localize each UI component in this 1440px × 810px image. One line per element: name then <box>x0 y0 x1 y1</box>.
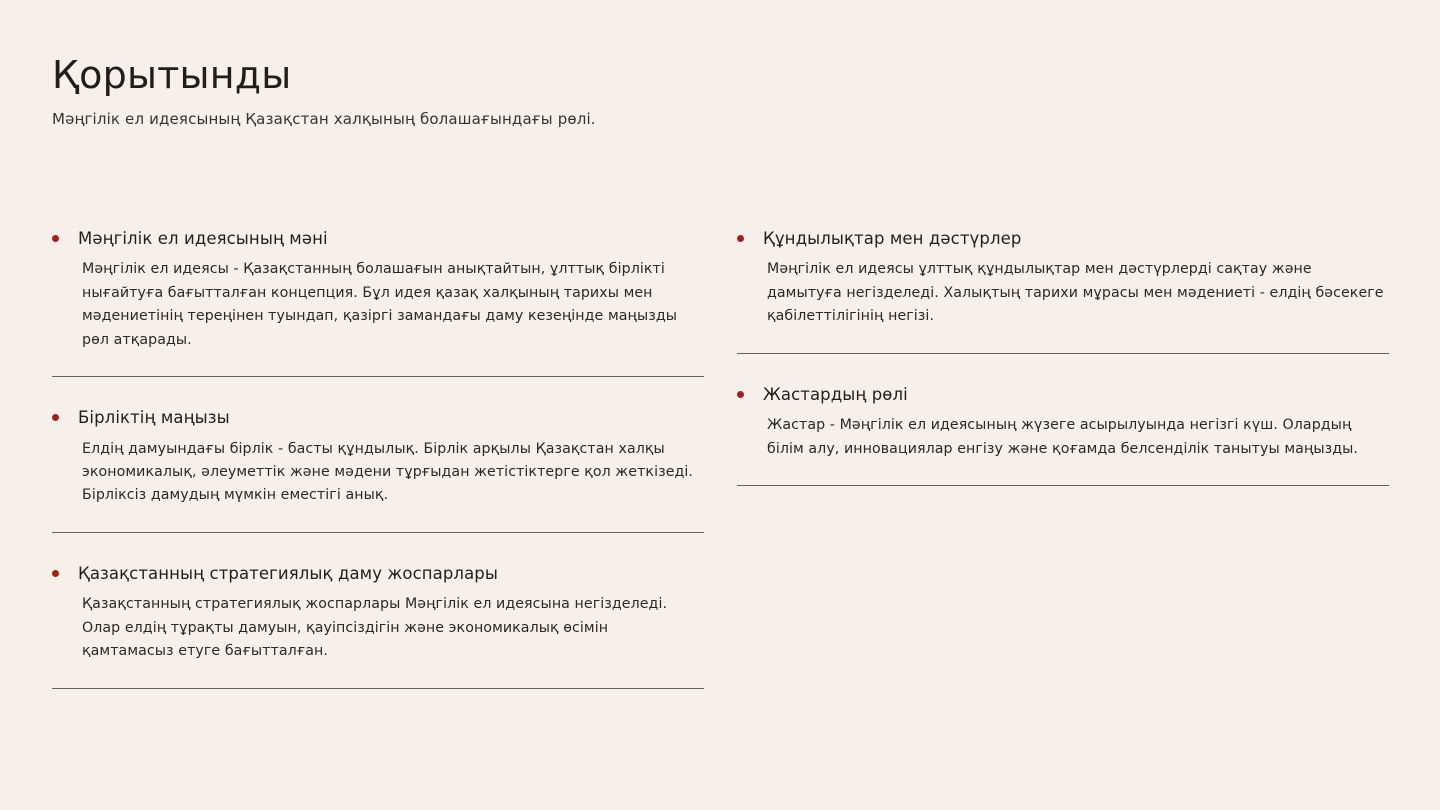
bullet-dot-icon <box>737 384 763 398</box>
list-item <box>52 563 704 689</box>
list-item <box>52 228 704 377</box>
page-title: Қорытынды <box>52 53 292 97</box>
list-item <box>737 228 1389 354</box>
list-item-header <box>52 407 704 428</box>
list-item-title: Мәңгілік ел идеясының мәні <box>78 229 328 248</box>
list-item <box>52 407 704 533</box>
left-column <box>52 228 704 689</box>
section-divider <box>52 532 704 533</box>
list-item-header <box>52 563 704 584</box>
list-item-body: Елдің дамуындағы бірлік - басты құндылық. Бірлік арқылы Қазақстан халқы экономикалық, әлеуметтік және мәдени тұрғыдан жетістіктерге қол жеткізеді. Бірліксіз дамудың мүмкін еместігі анық. <box>82 440 694 504</box>
spacer <box>52 533 704 563</box>
section-divider <box>737 485 1389 486</box>
right-column <box>737 228 1389 689</box>
page-subtitle: Мәңгілік ел идеясының Қазақстан халқының болашағындағы рөлі. <box>52 109 596 128</box>
list-item-header <box>737 228 1389 249</box>
list-item-header <box>737 384 1389 405</box>
list-item-title: Бірліктің маңызы <box>78 408 230 428</box>
list-item <box>737 384 1389 486</box>
bullet-dot-icon <box>52 407 78 421</box>
spacer <box>737 354 1389 384</box>
list-item-body: Қазақстанның стратегиялық жоспарлары Мәңгілік ел идеясына негізделеді. Олар елдің тұрақты дамуын, қауіпсіздігін және экономикалық өсімін қамтамасыз етуге бағытталған. <box>82 596 668 660</box>
list-item-title: Қазақстанның стратегиялық даму жоспарлары <box>78 563 498 583</box>
list-item-body: Мәңгілік ел идеясы - Қазақстанның болашағын анықтайтын, ұлттық бірлікті нығайтуға бағытталған концепция. Бұл идея қазақ халқының тарихы мен мәдениетінің тереңінен туындап, қазіргі замандағы даму кезеңінде маңызды рөл атқарады. <box>82 261 678 348</box>
list-item-title: Жастардың рөлі <box>763 384 908 404</box>
bullet-dot-icon <box>737 228 763 242</box>
content-columns <box>52 228 1408 689</box>
list-item-title: Құндылықтар мен дәстүрлер <box>763 229 1022 248</box>
list-item-header <box>52 228 704 249</box>
section-divider <box>737 353 1389 354</box>
bullet-dot-icon <box>52 563 78 577</box>
section-divider <box>52 688 704 689</box>
slide-header <box>52 54 1052 129</box>
section-divider <box>52 376 704 377</box>
list-item-body: Жастар - Мәңгілік ел идеясының жүзеге асырылуында негізгі күш. Олардың білім алу, инновациялар енгізу және қоғамда белсенділік танытуы маңызды. <box>767 417 1358 457</box>
bullet-dot-icon <box>52 228 78 242</box>
list-item-body: Мәңгілік ел идеясы ұлттық құндылықтар мен дәстүрлерді сақтау және дамытуға негізделеді. Халықтың тарихи мұрасы мен мәдениеті - елдің бәсекеге қабілеттілігінің негізі. <box>767 261 1384 325</box>
spacer <box>52 377 704 407</box>
